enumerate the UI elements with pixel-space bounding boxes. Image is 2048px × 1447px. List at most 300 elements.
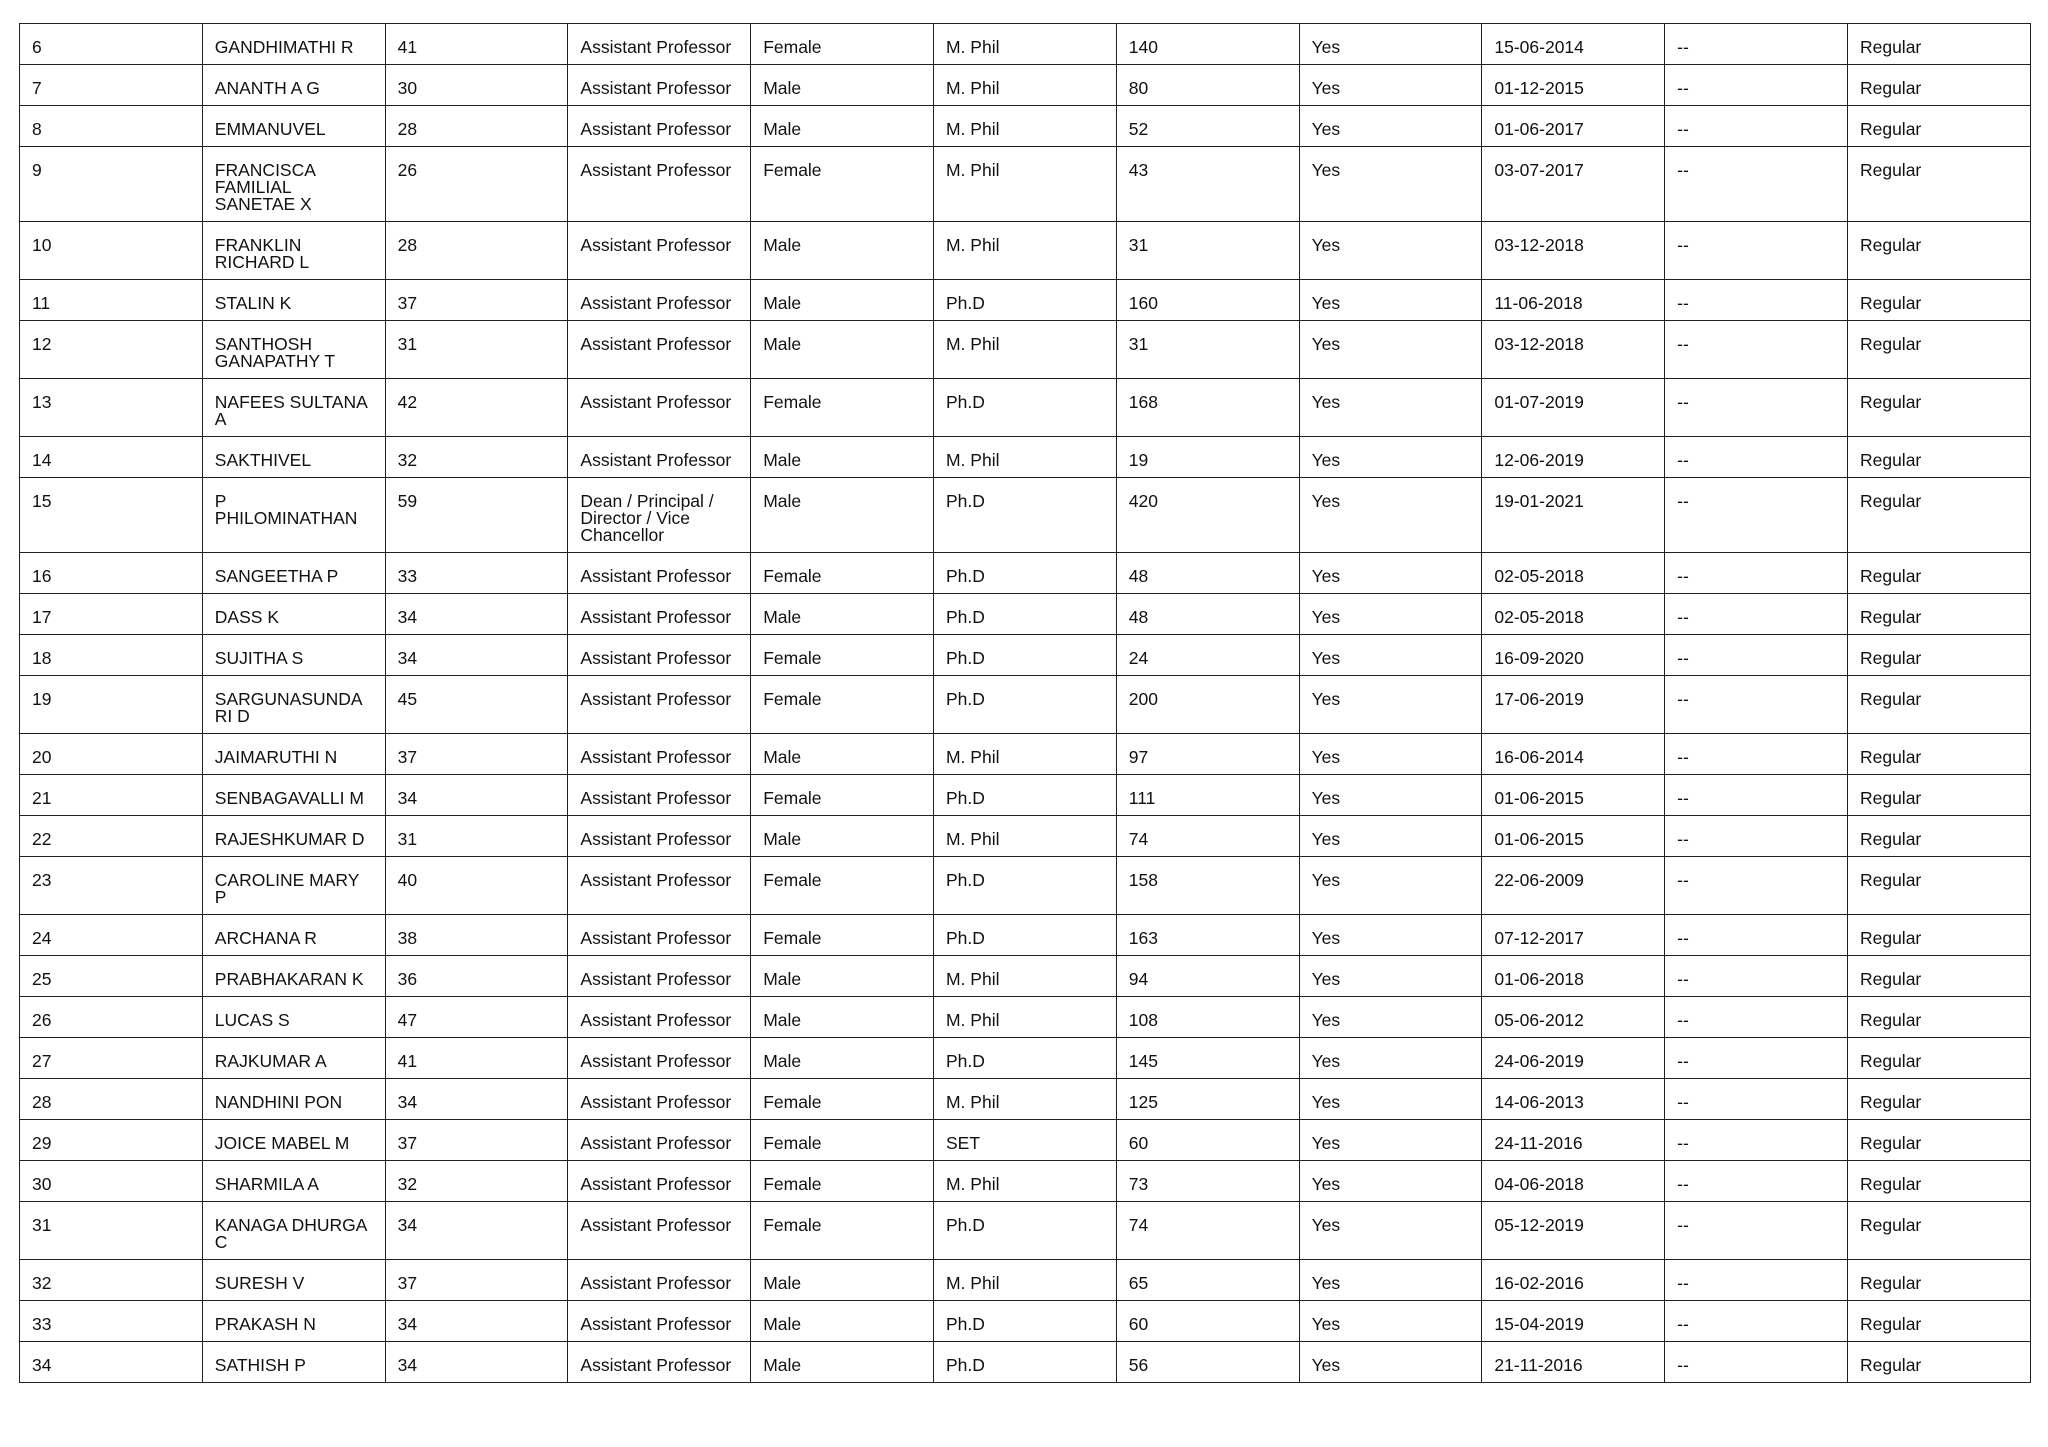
- age-text: 33: [397, 566, 418, 586]
- joining-date-text: 01-06-2015: [1494, 829, 1584, 849]
- serial-number-cell: [20, 1038, 203, 1079]
- table-row: [20, 635, 2031, 676]
- table-row: [20, 775, 2031, 816]
- serial-number-text: 10: [32, 235, 52, 255]
- age-cell: [385, 222, 568, 280]
- experience-text: 125: [1128, 1092, 1158, 1112]
- name-cell: [202, 106, 385, 147]
- designation-text: Assistant Professor: [580, 969, 732, 989]
- table-row: [20, 147, 2031, 222]
- designation-text: Assistant Professor: [580, 1133, 732, 1153]
- serial-number-cell: [20, 1079, 203, 1120]
- leaving-date-text: --: [1677, 829, 1689, 849]
- appointment-nature-cell: [1847, 1202, 2030, 1260]
- appointment-nature-cell: [1847, 997, 2030, 1038]
- serial-number-cell: [20, 775, 203, 816]
- qualification-cell: [933, 321, 1116, 379]
- fulltime-cell: [1299, 437, 1482, 478]
- joining-date-text: 22-06-2009: [1494, 870, 1584, 890]
- serial-number-cell: [20, 816, 203, 857]
- age-cell: [385, 1260, 568, 1301]
- age-cell: [385, 1120, 568, 1161]
- appointment-nature-cell: [1847, 222, 2030, 280]
- joining-date-text: 05-12-2019: [1494, 1215, 1584, 1235]
- experience-cell: [1116, 147, 1299, 222]
- gender-text: Male: [763, 829, 802, 849]
- faculty-table-body: [20, 24, 2031, 1383]
- designation-text: Assistant Professor: [580, 37, 732, 57]
- designation-cell: [568, 1120, 751, 1161]
- age-text: 37: [397, 293, 418, 313]
- table-row: [20, 553, 2031, 594]
- leaving-date-cell: [1665, 1202, 1848, 1260]
- gender-text: Female: [763, 928, 822, 948]
- age-text: 41: [397, 1051, 418, 1071]
- qualification-cell: [933, 594, 1116, 635]
- designation-cell: [568, 553, 751, 594]
- age-text: 59: [397, 491, 418, 511]
- qualification-cell: [933, 1161, 1116, 1202]
- fulltime-text: Yes: [1311, 37, 1341, 57]
- age-cell: [385, 1079, 568, 1120]
- age-cell: [385, 321, 568, 379]
- qualification-text: M. Phil: [945, 1174, 1000, 1194]
- leaving-date-text: --: [1677, 235, 1689, 255]
- fulltime-cell: [1299, 321, 1482, 379]
- leaving-date-text: --: [1677, 870, 1689, 890]
- designation-cell: [568, 1342, 751, 1383]
- gender-cell: [751, 1079, 934, 1120]
- age-text: 32: [397, 450, 418, 470]
- gender-cell: [751, 734, 934, 775]
- experience-text: 168: [1128, 392, 1158, 412]
- name-text: P PHILOMINATHAN: [214, 491, 358, 528]
- qualification-text: Ph.D: [945, 293, 985, 313]
- joining-date-cell: [1482, 280, 1665, 321]
- joining-date-text: 01-12-2015: [1494, 78, 1584, 98]
- appointment-nature-cell: [1847, 553, 2030, 594]
- designation-cell: [568, 956, 751, 997]
- qualification-text: Ph.D: [945, 491, 985, 511]
- fulltime-text: Yes: [1311, 607, 1341, 627]
- leaving-date-cell: [1665, 1120, 1848, 1161]
- serial-number-cell: [20, 1120, 203, 1161]
- designation-text: Assistant Professor: [580, 829, 732, 849]
- name-text: SURESH V: [214, 1273, 305, 1293]
- joining-date-cell: [1482, 65, 1665, 106]
- joining-date-cell: [1482, 1120, 1665, 1161]
- age-text: 37: [397, 747, 418, 767]
- joining-date-text: 03-12-2018: [1494, 235, 1584, 255]
- designation-text: Assistant Professor: [580, 689, 732, 709]
- serial-number-text: 6: [32, 37, 42, 57]
- serial-number-cell: [20, 147, 203, 222]
- table-row: [20, 1260, 2031, 1301]
- designation-text: Assistant Professor: [580, 928, 732, 948]
- appointment-nature-text: Regular: [1859, 928, 1922, 948]
- experience-cell: [1116, 816, 1299, 857]
- gender-text: Female: [763, 566, 822, 586]
- qualification-cell: [933, 1301, 1116, 1342]
- fulltime-cell: [1299, 734, 1482, 775]
- experience-text: 80: [1128, 78, 1149, 98]
- appointment-nature-text: Regular: [1859, 648, 1922, 668]
- appointment-nature-text: Regular: [1859, 607, 1922, 627]
- name-text: ANANTH A G: [214, 78, 320, 98]
- gender-cell: [751, 553, 934, 594]
- name-cell: [202, 915, 385, 956]
- gender-cell: [751, 1202, 934, 1260]
- leaving-date-cell: [1665, 147, 1848, 222]
- designation-text: Dean / Principal / Director / Vice Chancellor: [580, 491, 714, 545]
- joining-date-cell: [1482, 379, 1665, 437]
- serial-number-cell: [20, 594, 203, 635]
- fulltime-cell: [1299, 379, 1482, 437]
- name-text: NANDHINI PON: [214, 1092, 343, 1112]
- fulltime-cell: [1299, 24, 1482, 65]
- serial-number-text: 26: [32, 1010, 52, 1030]
- fulltime-cell: [1299, 915, 1482, 956]
- qualification-text: Ph.D: [945, 1051, 985, 1071]
- joining-date-text: 15-04-2019: [1494, 1314, 1584, 1334]
- gender-cell: [751, 478, 934, 553]
- name-cell: [202, 775, 385, 816]
- appointment-nature-cell: [1847, 775, 2030, 816]
- table-row: [20, 1301, 2031, 1342]
- designation-cell: [568, 1301, 751, 1342]
- fulltime-text: Yes: [1311, 450, 1341, 470]
- appointment-nature-text: Regular: [1859, 1215, 1922, 1235]
- joining-date-cell: [1482, 816, 1665, 857]
- joining-date-cell: [1482, 956, 1665, 997]
- joining-date-text: 03-12-2018: [1494, 334, 1584, 354]
- experience-text: 65: [1128, 1273, 1149, 1293]
- experience-cell: [1116, 379, 1299, 437]
- fulltime-cell: [1299, 816, 1482, 857]
- qualification-text: Ph.D: [945, 566, 985, 586]
- table-row: [20, 915, 2031, 956]
- designation-text: Assistant Professor: [580, 747, 732, 767]
- qualification-cell: [933, 915, 1116, 956]
- gender-cell: [751, 857, 934, 915]
- gender-text: Male: [763, 1273, 802, 1293]
- age-text: 45: [397, 689, 418, 709]
- fulltime-cell: [1299, 1260, 1482, 1301]
- name-text: FRANKLIN RICHARD L: [214, 235, 310, 272]
- joining-date-text: 15-06-2014: [1494, 37, 1584, 57]
- gender-cell: [751, 997, 934, 1038]
- qualification-text: M. Phil: [945, 235, 1000, 255]
- joining-date-text: 03-07-2017: [1494, 160, 1584, 180]
- designation-cell: [568, 1079, 751, 1120]
- table-row: [20, 1079, 2031, 1120]
- joining-date-cell: [1482, 635, 1665, 676]
- gender-text: Female: [763, 870, 822, 890]
- leaving-date-text: --: [1677, 1355, 1689, 1375]
- gender-text: Female: [763, 1133, 822, 1153]
- fulltime-cell: [1299, 478, 1482, 553]
- name-text: SARGUNASUNDARI D: [214, 689, 363, 726]
- designation-cell: [568, 1260, 751, 1301]
- name-text: CAROLINE MARY P: [214, 870, 360, 907]
- leaving-date-cell: [1665, 775, 1848, 816]
- designation-text: Assistant Professor: [580, 1273, 732, 1293]
- appointment-nature-cell: [1847, 956, 2030, 997]
- fulltime-text: Yes: [1311, 119, 1341, 139]
- gender-text: Male: [763, 78, 802, 98]
- serial-number-text: 32: [32, 1273, 52, 1293]
- fulltime-text: Yes: [1311, 1273, 1341, 1293]
- leaving-date-cell: [1665, 222, 1848, 280]
- serial-number-text: 20: [32, 747, 52, 767]
- joining-date-cell: [1482, 1342, 1665, 1383]
- name-cell: [202, 1038, 385, 1079]
- gender-cell: [751, 1301, 934, 1342]
- fulltime-text: Yes: [1311, 1051, 1341, 1071]
- qualification-text: Ph.D: [945, 648, 985, 668]
- age-cell: [385, 635, 568, 676]
- serial-number-text: 31: [32, 1215, 52, 1235]
- fulltime-text: Yes: [1311, 293, 1341, 313]
- appointment-nature-text: Regular: [1859, 119, 1922, 139]
- name-text: SANTHOSH GANAPATHY T: [214, 334, 336, 371]
- gender-cell: [751, 222, 934, 280]
- designation-text: Assistant Professor: [580, 1355, 732, 1375]
- fulltime-text: Yes: [1311, 334, 1341, 354]
- name-cell: [202, 1301, 385, 1342]
- joining-date-text: 05-06-2012: [1494, 1010, 1584, 1030]
- gender-text: Male: [763, 235, 802, 255]
- qualification-cell: [933, 635, 1116, 676]
- table-row: [20, 734, 2031, 775]
- leaving-date-text: --: [1677, 1314, 1689, 1334]
- designation-text: Assistant Professor: [580, 870, 732, 890]
- name-cell: [202, 321, 385, 379]
- appointment-nature-cell: [1847, 857, 2030, 915]
- joining-date-cell: [1482, 106, 1665, 147]
- fulltime-cell: [1299, 775, 1482, 816]
- designation-cell: [568, 65, 751, 106]
- name-cell: [202, 1260, 385, 1301]
- qualification-cell: [933, 734, 1116, 775]
- table-row: [20, 816, 2031, 857]
- serial-number-cell: [20, 65, 203, 106]
- qualification-cell: [933, 816, 1116, 857]
- leaving-date-cell: [1665, 997, 1848, 1038]
- qualification-text: M. Phil: [945, 78, 1000, 98]
- qualification-text: M. Phil: [945, 829, 1000, 849]
- gender-cell: [751, 775, 934, 816]
- experience-cell: [1116, 1202, 1299, 1260]
- serial-number-text: 17: [32, 607, 52, 627]
- leaving-date-cell: [1665, 437, 1848, 478]
- serial-number-text: 24: [32, 928, 52, 948]
- leaving-date-text: --: [1677, 1133, 1689, 1153]
- leaving-date-cell: [1665, 816, 1848, 857]
- appointment-nature-text: Regular: [1859, 1314, 1922, 1334]
- name-cell: [202, 147, 385, 222]
- gender-text: Female: [763, 160, 822, 180]
- joining-date-text: 16-09-2020: [1494, 648, 1584, 668]
- joining-date-cell: [1482, 1161, 1665, 1202]
- designation-cell: [568, 915, 751, 956]
- designation-text: Assistant Professor: [580, 1092, 732, 1112]
- age-text: 34: [397, 1314, 418, 1334]
- fulltime-cell: [1299, 1120, 1482, 1161]
- designation-text: Assistant Professor: [580, 607, 732, 627]
- qualification-cell: [933, 280, 1116, 321]
- designation-text: Assistant Professor: [580, 1174, 732, 1194]
- joining-date-cell: [1482, 857, 1665, 915]
- experience-cell: [1116, 106, 1299, 147]
- age-cell: [385, 594, 568, 635]
- fulltime-text: Yes: [1311, 788, 1341, 808]
- designation-cell: [568, 379, 751, 437]
- experience-cell: [1116, 956, 1299, 997]
- experience-cell: [1116, 594, 1299, 635]
- serial-number-cell: [20, 956, 203, 997]
- joining-date-text: 16-02-2016: [1494, 1273, 1584, 1293]
- name-text: SAKTHIVEL: [214, 450, 312, 470]
- age-cell: [385, 1342, 568, 1383]
- name-text: PRAKASH N: [214, 1314, 316, 1334]
- joining-date-cell: [1482, 676, 1665, 734]
- age-text: 38: [397, 928, 418, 948]
- appointment-nature-cell: [1847, 1301, 2030, 1342]
- fulltime-cell: [1299, 222, 1482, 280]
- joining-date-text: 01-06-2018: [1494, 969, 1584, 989]
- name-cell: [202, 65, 385, 106]
- joining-date-text: 11-06-2018: [1494, 293, 1583, 313]
- fulltime-text: Yes: [1311, 1355, 1341, 1375]
- experience-cell: [1116, 65, 1299, 106]
- gender-cell: [751, 915, 934, 956]
- leaving-date-cell: [1665, 594, 1848, 635]
- fulltime-cell: [1299, 635, 1482, 676]
- fulltime-text: Yes: [1311, 1174, 1341, 1194]
- gender-cell: [751, 956, 934, 997]
- name-cell: [202, 280, 385, 321]
- gender-cell: [751, 1161, 934, 1202]
- leaving-date-cell: [1665, 635, 1848, 676]
- joining-date-cell: [1482, 147, 1665, 222]
- appointment-nature-text: Regular: [1859, 788, 1922, 808]
- appointment-nature-cell: [1847, 734, 2030, 775]
- joining-date-text: 17-06-2019: [1494, 689, 1584, 709]
- gender-cell: [751, 1260, 934, 1301]
- leaving-date-text: --: [1677, 1051, 1689, 1071]
- age-text: 34: [397, 788, 418, 808]
- serial-number-cell: [20, 24, 203, 65]
- age-cell: [385, 1301, 568, 1342]
- serial-number-cell: [20, 478, 203, 553]
- qualification-cell: [933, 676, 1116, 734]
- serial-number-text: 27: [32, 1051, 52, 1071]
- qualification-text: Ph.D: [945, 1355, 985, 1375]
- qualification-cell: [933, 478, 1116, 553]
- serial-number-cell: [20, 1342, 203, 1383]
- leaving-date-cell: [1665, 321, 1848, 379]
- gender-text: Male: [763, 1314, 802, 1334]
- qualification-cell: [933, 1038, 1116, 1079]
- joining-date-cell: [1482, 775, 1665, 816]
- fulltime-text: Yes: [1311, 1092, 1341, 1112]
- designation-cell: [568, 321, 751, 379]
- leaving-date-text: --: [1677, 747, 1689, 767]
- age-cell: [385, 997, 568, 1038]
- joining-date-cell: [1482, 1301, 1665, 1342]
- fulltime-cell: [1299, 1079, 1482, 1120]
- gender-text: Male: [763, 607, 802, 627]
- designation-cell: [568, 775, 751, 816]
- leaving-date-text: --: [1677, 1092, 1689, 1112]
- fulltime-cell: [1299, 553, 1482, 594]
- age-text: 34: [397, 1092, 418, 1112]
- experience-cell: [1116, 321, 1299, 379]
- leaving-date-text: --: [1677, 334, 1689, 354]
- appointment-nature-text: Regular: [1859, 969, 1922, 989]
- age-text: 47: [397, 1010, 418, 1030]
- age-text: 37: [397, 1133, 418, 1153]
- name-cell: [202, 997, 385, 1038]
- gender-cell: [751, 635, 934, 676]
- appointment-nature-text: Regular: [1859, 392, 1922, 412]
- leaving-date-text: --: [1677, 1174, 1689, 1194]
- age-cell: [385, 775, 568, 816]
- gender-text: Female: [763, 1215, 822, 1235]
- leaving-date-cell: [1665, 857, 1848, 915]
- fulltime-text: Yes: [1311, 870, 1341, 890]
- age-text: 30: [397, 78, 418, 98]
- gender-text: Male: [763, 450, 802, 470]
- fulltime-cell: [1299, 594, 1482, 635]
- leaving-date-text: --: [1677, 37, 1689, 57]
- experience-text: 52: [1128, 119, 1149, 139]
- leaving-date-text: --: [1677, 293, 1689, 313]
- serial-number-text: 11: [32, 293, 51, 313]
- fulltime-text: Yes: [1311, 566, 1341, 586]
- leaving-date-text: --: [1677, 491, 1689, 511]
- experience-text: 24: [1128, 648, 1149, 668]
- leaving-date-cell: [1665, 1342, 1848, 1383]
- leaving-date-cell: [1665, 1079, 1848, 1120]
- leaving-date-cell: [1665, 24, 1848, 65]
- gender-text: Female: [763, 1174, 822, 1194]
- experience-cell: [1116, 24, 1299, 65]
- gender-cell: [751, 1038, 934, 1079]
- designation-text: Assistant Professor: [580, 160, 732, 180]
- fulltime-cell: [1299, 676, 1482, 734]
- appointment-nature-text: Regular: [1859, 78, 1922, 98]
- experience-cell: [1116, 915, 1299, 956]
- name-text: NAFEES SULTANA A: [214, 392, 367, 429]
- serial-number-text: 22: [32, 829, 52, 849]
- fulltime-cell: [1299, 956, 1482, 997]
- name-text: SHARMILA A: [214, 1174, 319, 1194]
- serial-number-text: 9: [32, 160, 42, 180]
- age-cell: [385, 106, 568, 147]
- serial-number-text: 13: [32, 392, 52, 412]
- age-cell: [385, 437, 568, 478]
- age-cell: [385, 65, 568, 106]
- serial-number-cell: [20, 106, 203, 147]
- gender-cell: [751, 816, 934, 857]
- qualification-text: M. Phil: [945, 969, 1000, 989]
- serial-number-text: 25: [32, 969, 52, 989]
- designation-text: Assistant Professor: [580, 392, 732, 412]
- designation-text: Assistant Professor: [580, 788, 732, 808]
- experience-cell: [1116, 1161, 1299, 1202]
